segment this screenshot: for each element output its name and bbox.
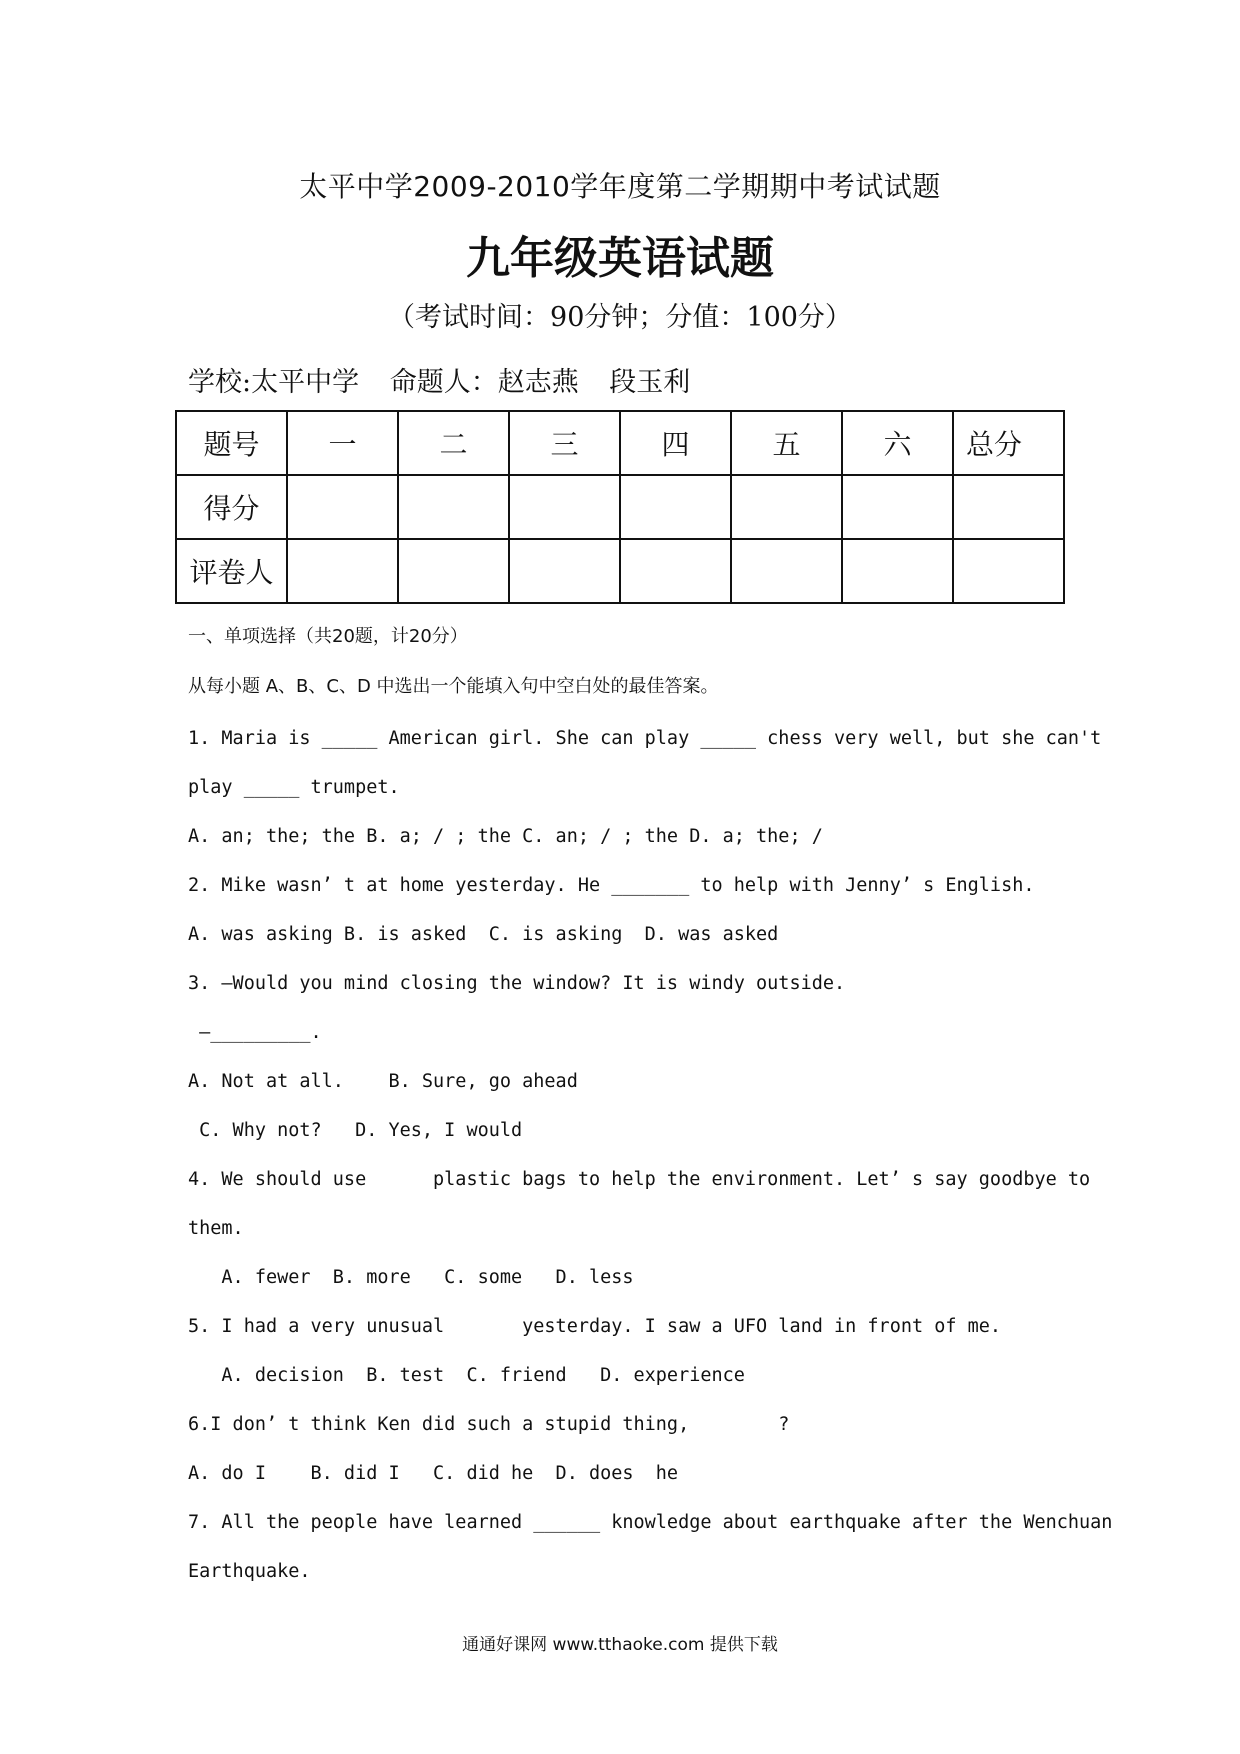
exam-info: （考试时间：90分钟；分值：100分） bbox=[388, 302, 852, 333]
question-line: A. decision B. test C. friend D. experience bbox=[188, 1365, 745, 1386]
question-line: 5. I had a very unusual yesterday. I saw a UFO land in front of me. bbox=[188, 1316, 1002, 1337]
score-cell bbox=[509, 475, 620, 539]
question-line: 1. Maria is _____ American girl. She can play _____ chess very well, but she can't bbox=[188, 728, 1102, 749]
question-line: Earthquake. bbox=[188, 1561, 311, 1582]
table-row bbox=[176, 475, 1064, 539]
exam-title: 太平中学2009-2010学年度第二学期期中考试试题 bbox=[299, 170, 941, 203]
column-header: 四 bbox=[620, 411, 731, 475]
score-table bbox=[175, 410, 1065, 604]
author-name-2: 段玉利 bbox=[609, 367, 691, 398]
table-row bbox=[176, 539, 1064, 603]
question-line: A. an; the; the B. a; / ; the C. an; / ; the D. a; the; / bbox=[188, 826, 823, 847]
row-label: 评卷人 bbox=[176, 539, 287, 603]
section-instruction: 从每小题 A、B、C、D 中选出一个能填入句中空白处的最佳答案。 bbox=[188, 676, 719, 697]
grader-cell bbox=[842, 539, 953, 603]
row-label: 题号 bbox=[176, 411, 287, 475]
question-line: C. Why not? D. Yes, I would bbox=[188, 1120, 523, 1141]
score-cell bbox=[953, 475, 1064, 539]
question-line: them. bbox=[188, 1218, 244, 1239]
grader-cell bbox=[398, 539, 509, 603]
section-heading: 一、单项选择（共20题，计20分） bbox=[188, 626, 468, 647]
question-line: A. was asking B. is asked C. is asking D. was asked bbox=[188, 924, 779, 945]
question-line: —_________. bbox=[188, 1022, 322, 1043]
grader-cell bbox=[509, 539, 620, 603]
question-section bbox=[188, 620, 1113, 1596]
page-footer: 通通好课网 www.tthaoke.com 提供下载 bbox=[462, 1635, 778, 1655]
question-line: 4. We should use plastic bags to help the environment. Let’ s say goodbye to bbox=[188, 1169, 1091, 1190]
score-cell bbox=[398, 475, 509, 539]
question-line: A. Not at all. B. Sure, go ahead bbox=[188, 1071, 578, 1092]
column-header: 六 bbox=[842, 411, 953, 475]
score-cell bbox=[620, 475, 731, 539]
grader-cell bbox=[731, 539, 842, 603]
question-line: 3. —Would you mind closing the window? It is windy outside. bbox=[188, 973, 846, 994]
question-line: A. fewer B. more C. some D. less bbox=[188, 1267, 634, 1288]
question-line: 6.I don’ t think Ken did such a stupid thing, ? bbox=[188, 1414, 790, 1435]
score-cell bbox=[731, 475, 842, 539]
column-header: 三 bbox=[509, 411, 620, 475]
table-row bbox=[176, 411, 1064, 475]
grader-cell bbox=[287, 539, 398, 603]
column-header: 一 bbox=[287, 411, 398, 475]
school-name: 学校:太平中学 bbox=[188, 367, 360, 398]
grader-cell bbox=[953, 539, 1064, 603]
question-line: 7. All the people have learned ______ knowledge about earthquake after the Wenchuan bbox=[188, 1512, 1113, 1533]
subject-title: 九年级英语试题 bbox=[466, 233, 774, 284]
question-line: A. do I B. did I C. did he D. does he bbox=[188, 1463, 679, 1484]
column-header: 总分 bbox=[953, 411, 1064, 475]
row-label: 得分 bbox=[176, 475, 287, 539]
column-header: 二 bbox=[398, 411, 509, 475]
score-cell bbox=[842, 475, 953, 539]
question-line: 2. Mike wasn’ t at home yesterday. He _______ to help with Jenny’ s English. bbox=[188, 875, 1035, 896]
grader-cell bbox=[620, 539, 731, 603]
author-names: 命题人：赵志燕 bbox=[389, 367, 579, 398]
question-line: play _____ trumpet. bbox=[188, 777, 400, 798]
column-header: 五 bbox=[731, 411, 842, 475]
score-cell bbox=[287, 475, 398, 539]
school-line bbox=[188, 360, 712, 399]
